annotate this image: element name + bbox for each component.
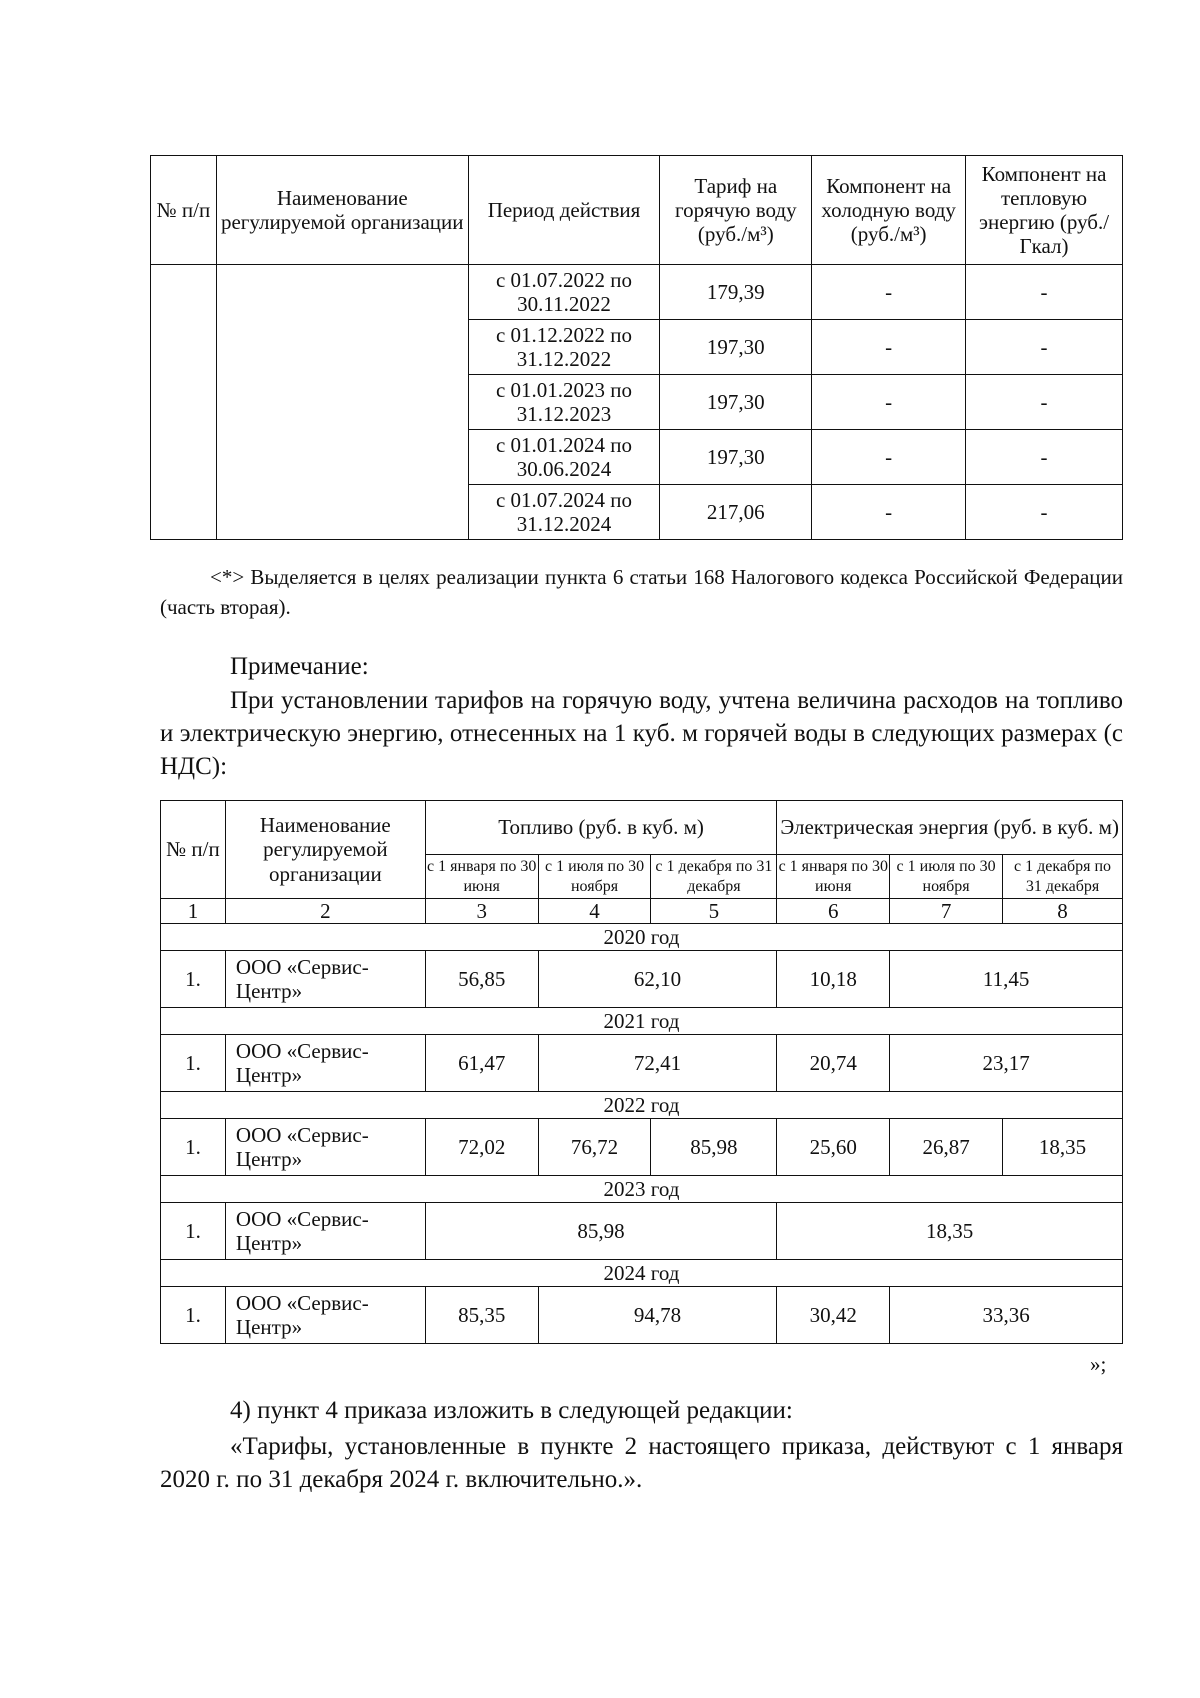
fuel-energy-costs-table — [160, 800, 1123, 1344]
org-name: ООО «Сервис-Центр» — [225, 1203, 425, 1260]
row-num: 1. — [161, 1203, 226, 1260]
col-number: 5 — [651, 899, 777, 924]
elec-jan-jun: 10,18 — [777, 951, 890, 1008]
year-row: 2024 год — [161, 1260, 1123, 1287]
tariff-cell: 197,30 — [660, 320, 812, 375]
fuel-dec: 85,98 — [651, 1119, 777, 1176]
col-number: 7 — [890, 899, 1003, 924]
org-name: ООО «Сервис-Центр» — [225, 951, 425, 1008]
period-cell: с 01.07.2022 по 30.11.2022 — [468, 265, 660, 320]
col-number: 8 — [1003, 899, 1123, 924]
header-period: Период действия — [468, 156, 660, 265]
closing-quote: »; — [1090, 1352, 1107, 1376]
tariff-cell: 179,39 — [660, 265, 812, 320]
period-cell: с 01.07.2024 по 31.12.2024 — [468, 485, 660, 540]
heat-cell: - — [966, 375, 1123, 430]
year-row: 2023 год — [161, 1176, 1123, 1203]
table-row — [161, 1119, 1123, 1176]
tariff-cell: 197,30 — [660, 375, 812, 430]
row-num: 1. — [161, 1035, 226, 1092]
subheader-fuel-jul-nov: с 1 июля по 30 ноября — [538, 855, 651, 899]
subheader-fuel-jan-jun: с 1 января по 30 июня — [425, 855, 538, 899]
header-electricity: Электрическая энергия (руб. в куб. м) — [777, 801, 1123, 855]
org-name: ООО «Сервис-Центр» — [225, 1035, 425, 1092]
table-row — [161, 1035, 1123, 1092]
year-row: 2020 год — [161, 924, 1123, 951]
org-name: ООО «Сервис-Центр» — [225, 1119, 425, 1176]
col-number: 6 — [777, 899, 890, 924]
col-number: 1 — [161, 899, 226, 924]
table-row — [161, 1287, 1123, 1344]
item4-text: «Тарифы, установленные в пункте 2 настоящего приказа, действуют с 1 января 2020 г. по 31 декабря 2024 г. включительно.». — [160, 1433, 1123, 1493]
fuel-jan-jun: 72,02 — [425, 1119, 538, 1176]
hot-water-tariff-table — [150, 155, 1123, 540]
subheader-elec-jul-nov: с 1 июля по 30 ноября — [890, 855, 1003, 899]
elec-jul-dec: 11,45 — [890, 951, 1123, 1008]
row-num: 1. — [161, 1287, 226, 1344]
subheader-elec-dec: с 1 декабря по 31 декабря — [1003, 855, 1123, 899]
elec-jan-jun: 30,42 — [777, 1287, 890, 1344]
heat-cell: - — [966, 485, 1123, 540]
header-cold-component: Компонент на холодную воду (руб./м³) — [812, 156, 966, 265]
elec-jul-dec: 33,36 — [890, 1287, 1123, 1344]
subheader-elec-jan-jun: с 1 января по 30 июня — [777, 855, 890, 899]
header-fuel: Топливо (руб. в куб. м) — [425, 801, 777, 855]
cold-cell: - — [812, 430, 966, 485]
period-cell: с 01.12.2022 по 31.12.2022 — [468, 320, 660, 375]
heat-cell: - — [966, 430, 1123, 485]
col-number: 2 — [225, 899, 425, 924]
period-cell: с 01.01.2024 по 30.06.2024 — [468, 430, 660, 485]
col-number: 4 — [538, 899, 651, 924]
tariff-cell: 197,30 — [660, 430, 812, 485]
note-text: При установлении тарифов на горячую воду, учтена величина расходов на топливо и электрическую энергию, отнесенных на 1 куб. м горячей воды в следующих размерах (с НДС): — [160, 687, 1123, 780]
header-tariff: Тариф на горячую воду (руб./м³) — [660, 156, 812, 265]
period-cell: с 01.01.2023 по 31.12.2023 — [468, 375, 660, 430]
header-org: Наименование регулируемой организации — [225, 801, 425, 899]
tariff-cell: 217,06 — [660, 485, 812, 540]
row-num: 1. — [161, 1119, 226, 1176]
table-row — [151, 265, 1123, 320]
cold-cell: - — [812, 265, 966, 320]
row-num: 1. — [161, 951, 226, 1008]
fuel-jul-dec: 62,10 — [538, 951, 777, 1008]
cold-cell: - — [812, 485, 966, 540]
empty-org-cell — [216, 265, 468, 540]
header-num: № п/п — [151, 156, 217, 265]
heat-cell: - — [966, 265, 1123, 320]
elec-jul-dec: 23,17 — [890, 1035, 1123, 1092]
header-num: № п/п — [161, 801, 226, 899]
fuel-jul-dec: 72,41 — [538, 1035, 777, 1092]
elec-jan-jun: 25,60 — [777, 1119, 890, 1176]
year-row: 2022 год — [161, 1092, 1123, 1119]
footnote: <*> Выделяется в целях реализации пункта 6 статьи 168 Налогового кодекса Российской Федерации (часть вторая). — [160, 565, 1123, 619]
item4-title: 4) пункт 4 приказа изложить в следующей редакции: — [230, 1397, 793, 1424]
heat-cell: - — [966, 320, 1123, 375]
cold-cell: - — [812, 375, 966, 430]
table-row — [161, 951, 1123, 1008]
elec-all-year: 18,35 — [777, 1203, 1123, 1260]
elec-dec: 18,35 — [1003, 1119, 1123, 1176]
fuel-jan-jun: 56,85 — [425, 951, 538, 1008]
header-org: Наименование регулируемой организации — [216, 156, 468, 265]
subheader-fuel-dec: с 1 декабря по 31 декабря — [651, 855, 777, 899]
fuel-jul-nov: 76,72 — [538, 1119, 651, 1176]
org-name: ООО «Сервис-Центр» — [225, 1287, 425, 1344]
empty-num-cell — [151, 265, 217, 540]
note-title: Примечание: — [230, 653, 369, 680]
fuel-jul-dec: 94,78 — [538, 1287, 777, 1344]
year-row: 2021 год — [161, 1008, 1123, 1035]
fuel-all-year: 85,98 — [425, 1203, 777, 1260]
elec-jul-nov: 26,87 — [890, 1119, 1003, 1176]
col-number: 3 — [425, 899, 538, 924]
fuel-jan-jun: 61,47 — [425, 1035, 538, 1092]
cold-cell: - — [812, 320, 966, 375]
elec-jan-jun: 20,74 — [777, 1035, 890, 1092]
table-row — [161, 1203, 1123, 1260]
header-heat-component: Компонент на тепловую энергию (руб./Гкал) — [966, 156, 1123, 265]
fuel-jan-jun: 85,35 — [425, 1287, 538, 1344]
